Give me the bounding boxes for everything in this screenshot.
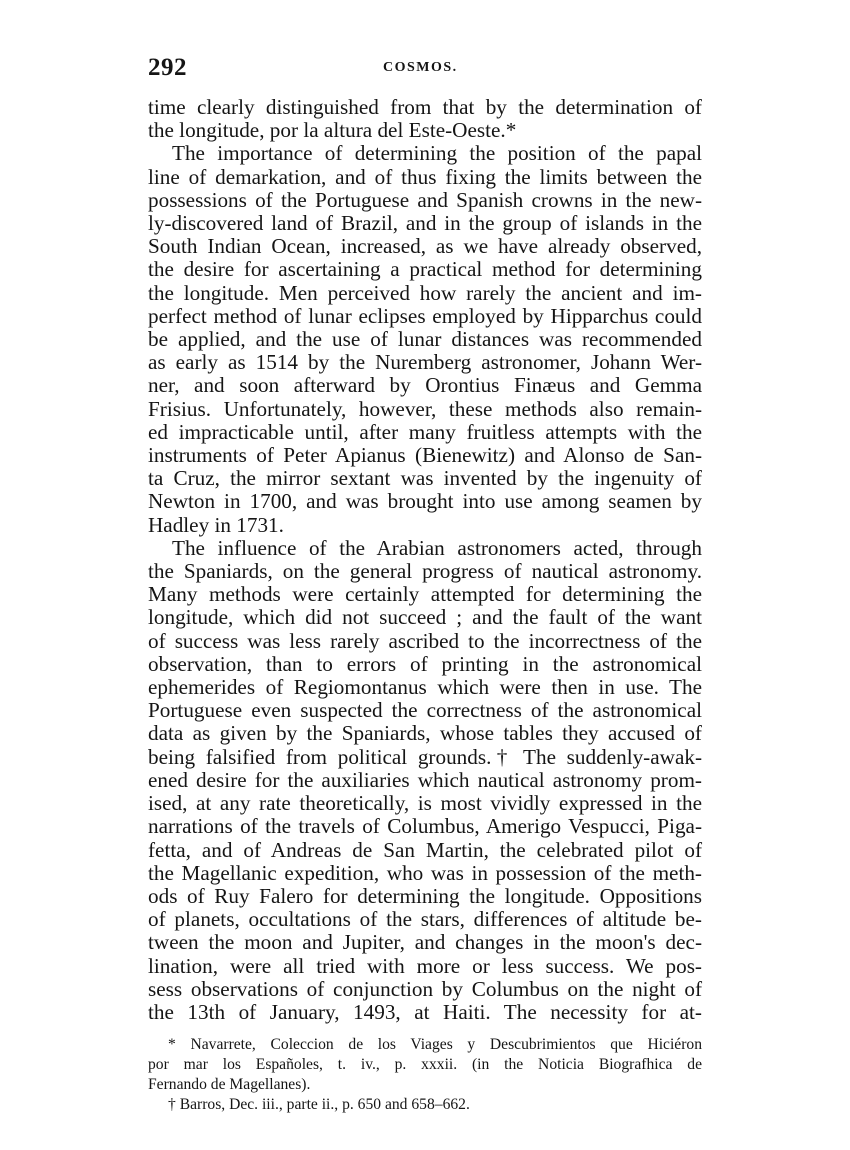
body-line: as early as 1514 by the Nuremberg astronomer, Johann Wer- (148, 350, 702, 375)
body-line: data as given by the Spaniards, whose tables they accused of (148, 721, 702, 746)
body-line: fetta, and of Andreas de San Martin, the celebrated pilot of (148, 837, 702, 862)
body-line: ta Cruz, the mirror sextant was invented by the ingenuity of (148, 466, 702, 491)
footnote-line: * Navarrete, Coleccion de los Viages y Descubrimientos que Hiciéron (168, 1036, 702, 1054)
body-line: Newton in 1700, and was brought into use among seamen by (148, 489, 702, 514)
body-text (148, 96, 702, 1024)
body-line: ed impracticable until, after many fruitless attempts with the (148, 419, 702, 444)
running-header (148, 54, 702, 84)
body-line: South Indian Ocean, increased, as we have already observed, (148, 234, 702, 259)
body-line: the 13th of January, 1493, at Haiti. The necessity for at- (148, 999, 702, 1024)
body-line: ly-discovered land of Brazil, and in the group of islands in the (148, 211, 702, 236)
body-line: Frisius. Unfortunately, however, these methods also remain- (148, 396, 702, 421)
body-line: line of demarkation, and of thus fixing the limits between the (148, 164, 702, 189)
body-line: time clearly distinguished from that by the determination of (148, 95, 702, 119)
body-line: ods of Ruy Falero for determining the longitude. Oppositions (148, 883, 702, 908)
body-line: the Spaniards, on the general progress of nautical astronomy. (148, 559, 702, 584)
body-line: perfect method of lunar eclipses employed by Hipparchus could (148, 303, 702, 328)
body-line: the longitude, por la altura del Este-Oeste.* (148, 118, 517, 143)
body-line: of success was less rarely ascribed to the incorrectness of the (148, 628, 702, 653)
body-line: sess observations of conjunction by Columbus on the night of (148, 976, 702, 1001)
body-line: ised, at any rate theoretically, is most vividly expressed in the (148, 791, 702, 816)
body-line: the Magellanic expedition, who was in possession of the meth- (148, 860, 702, 885)
body-line: Many methods were certainly attempted for determining the (148, 582, 702, 607)
body-line: Hadley in 1731. (148, 512, 284, 537)
body-line: possessions of the Portuguese and Spanish crowns in the new- (148, 187, 702, 212)
page-number: 292 (148, 54, 187, 81)
body-line: the longitude. Men perceived how rarely the ancient and im- (148, 280, 702, 305)
footnote-line: por mar los Españoles, t. iv., p. xxxii. (in the Noticia Biografhica de (148, 1055, 702, 1073)
body-line: narrations of the travels of Columbus, Amerigo Vespucci, Piga- (148, 814, 702, 839)
body-line: longitude, which did not succeed ; and the fault of the want (148, 605, 702, 630)
body-line: The importance of determining the position of the papal (172, 141, 702, 166)
body-line: Portuguese even suspected the correctness of the astronomical (148, 698, 702, 723)
body-line: ephemerides of Regiomontanus which were then in use. The (148, 675, 702, 700)
body-line: ened desire for the auxiliaries which nautical astronomy prom- (148, 767, 702, 792)
footnote-line: † Barros, Dec. iii., parte ii., p. 650 and 658–662. (168, 1095, 470, 1113)
running-title: COSMOS. (383, 60, 458, 75)
body-line: observation, than to errors of printing in the astronomical (148, 651, 702, 676)
body-line: tween the moon and Jupiter, and changes in the moon's dec- (148, 930, 702, 955)
body-line: of planets, occultations of the stars, differences of altitude be- (148, 907, 702, 932)
body-line: The influence of the Arabian astronomers acted, through (172, 535, 702, 560)
footnotes (148, 1035, 702, 1114)
footnote-line: Fernando de Magellanes). (148, 1075, 311, 1093)
body-line: the desire for ascertaining a practical method for determining (148, 257, 702, 282)
body-line: lination, were all tried with more or less success. We pos- (148, 953, 702, 978)
body-line: being falsified from political grounds.† The suddenly-awak- (148, 744, 702, 769)
body-line: be applied, and the use of lunar distances was recommended (148, 327, 702, 352)
body-line: ner, and soon afterward by Orontius Finæus and Gemma (148, 373, 702, 398)
body-line: instruments of Peter Apianus (Bienewitz) and Alonso de San- (148, 443, 702, 468)
book-page (148, 54, 702, 1114)
